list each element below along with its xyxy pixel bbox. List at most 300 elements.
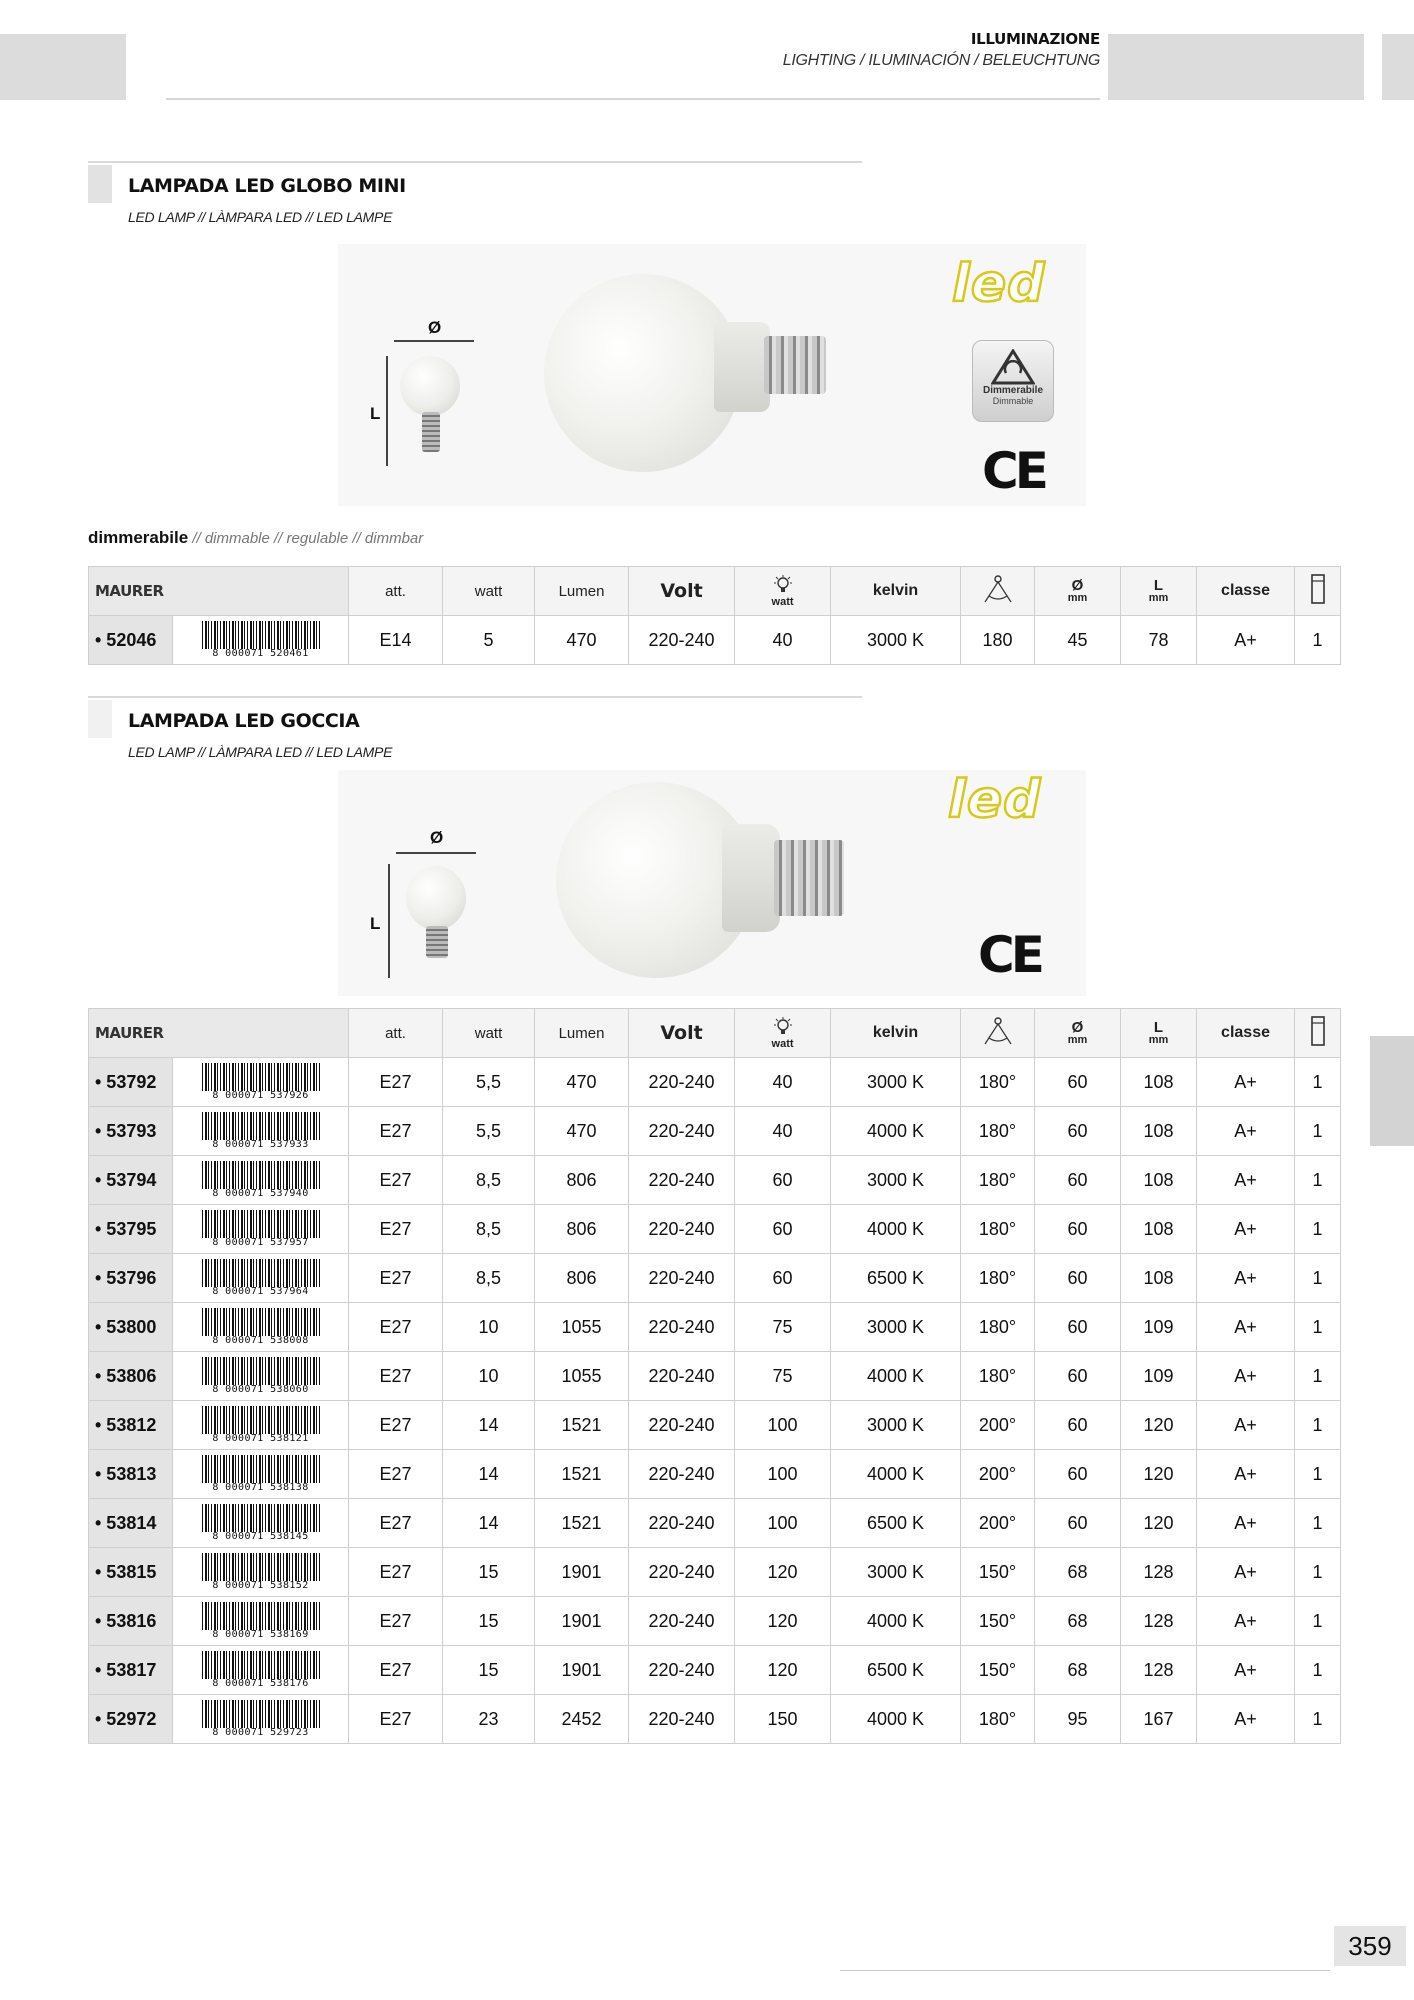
cell-kelvin: 6500 K [831, 1646, 961, 1695]
cell-watt: 8,5 [443, 1254, 535, 1303]
barcode-icon [202, 1210, 320, 1248]
product-photo-globo [338, 244, 1086, 506]
barcode-number: 8 000071 529723 [212, 1727, 309, 1738]
col-length [1121, 1009, 1197, 1058]
section-subtitle: LED LAMP // LÀMPARA LED // LED LAMPE [128, 209, 393, 225]
cell-lumen: 1055 [535, 1303, 629, 1352]
header-edge-block [1382, 34, 1414, 100]
table-row [89, 1646, 1341, 1695]
col-beam-angle [961, 567, 1035, 616]
section-title: LAMPADA LED GLOBO MINI [128, 175, 406, 197]
bulb-icon [772, 1017, 794, 1035]
cell-d: 45 [1035, 616, 1121, 665]
col-length [1121, 567, 1197, 616]
barcode-number: 8 000071 538169 [212, 1629, 309, 1640]
beam-angle-icon [981, 574, 1015, 604]
table-row [89, 1548, 1341, 1597]
cell-volt: 220-240 [629, 1548, 735, 1597]
barcode-icon [202, 621, 320, 659]
cell-volt: 220-240 [629, 1499, 735, 1548]
section-subtitle: LED LAMP // LÀMPARA LED // LED LAMPE [128, 744, 393, 760]
product-code: • 53792 [89, 1058, 173, 1107]
col-classe [1197, 1009, 1295, 1058]
cell-d: 95 [1035, 1695, 1121, 1744]
barcode-bars [202, 1553, 320, 1581]
page-number: 359 [1334, 1926, 1406, 1966]
product-code: • 53793 [89, 1107, 173, 1156]
cell-eq-watt: 100 [735, 1401, 831, 1450]
col-volt [629, 567, 735, 616]
cell-angle: 200° [961, 1450, 1035, 1499]
cell-angle: 150° [961, 1597, 1035, 1646]
barcode-bars [202, 1210, 320, 1238]
small-bulb-base [422, 412, 440, 452]
barcode-bars [202, 1504, 320, 1532]
category-title: ILLUMINAZIONE [970, 30, 1100, 48]
product-photo-goccia [338, 770, 1086, 996]
product-code: • 53817 [89, 1646, 173, 1695]
col-length-symbol: L [1153, 576, 1164, 594]
barcode-cell [173, 1156, 349, 1205]
cell-l: 128 [1121, 1548, 1197, 1597]
cell-att: E27 [349, 1303, 443, 1352]
cell-angle: 180° [961, 1695, 1035, 1744]
barcode-cell [173, 1450, 349, 1499]
badge-title: Dimmerabile [982, 385, 1044, 396]
cell-classe: A+ [1197, 616, 1295, 665]
cell-kelvin: 3000 K [831, 616, 961, 665]
brand-logo: MAURER [89, 567, 349, 616]
barcode-bars [202, 1063, 320, 1091]
barcode-bars [202, 1651, 320, 1679]
col-watt: watt [443, 1009, 535, 1058]
table-row [89, 1401, 1341, 1450]
cell-eq-watt: 75 [735, 1352, 831, 1401]
barcode-icon [202, 1259, 320, 1297]
cell-att: E27 [349, 1499, 443, 1548]
barcode-number: 8 000071 537926 [212, 1090, 309, 1101]
cell-d: 60 [1035, 1499, 1121, 1548]
dimmable-note [88, 528, 423, 548]
col-watt: watt [443, 567, 535, 616]
bulb-base [764, 336, 826, 394]
cell-watt: 8,5 [443, 1205, 535, 1254]
col-kelvin-label: kelvin [872, 1024, 919, 1041]
barcode-cell [173, 1548, 349, 1597]
cell-qty: 1 [1295, 1548, 1341, 1597]
cell-watt: 14 [443, 1499, 535, 1548]
cell-angle: 180 [961, 616, 1035, 665]
cell-d: 60 [1035, 1156, 1121, 1205]
cell-qty: 1 [1295, 1499, 1341, 1548]
section-rule [88, 161, 862, 163]
spec-table-globo [88, 566, 1341, 665]
table-row [89, 1597, 1341, 1646]
cell-qty: 1 [1295, 1646, 1341, 1695]
cell-classe: A+ [1197, 1205, 1295, 1254]
package-icon [1310, 573, 1326, 605]
cell-lumen: 1901 [535, 1646, 629, 1695]
col-att: att. [349, 567, 443, 616]
cell-qty: 1 [1295, 1156, 1341, 1205]
barcode-icon [202, 1308, 320, 1346]
table-row [89, 1695, 1341, 1744]
section-rule [88, 696, 862, 698]
cell-classe: A+ [1197, 1597, 1295, 1646]
cell-lumen: 806 [535, 1254, 629, 1303]
table-row [89, 1499, 1341, 1548]
barcode-number: 8 000071 538121 [212, 1433, 309, 1444]
cell-kelvin: 3000 K [831, 1548, 961, 1597]
led-logo: led [952, 254, 1046, 314]
cell-classe: A+ [1197, 1107, 1295, 1156]
cell-qty: 1 [1295, 1695, 1341, 1744]
cell-kelvin: 4000 K [831, 1597, 961, 1646]
barcode-number: 8 000071 537964 [212, 1286, 309, 1297]
cell-kelvin: 3000 K [831, 1156, 961, 1205]
cell-lumen: 470 [535, 1107, 629, 1156]
cell-l: 108 [1121, 1254, 1197, 1303]
cell-att: E27 [349, 1205, 443, 1254]
cell-d: 60 [1035, 1401, 1121, 1450]
barcode-cell [173, 1401, 349, 1450]
cell-volt: 220-240 [629, 616, 735, 665]
col-volt-label: Volt [660, 580, 703, 602]
col-diameter [1035, 1009, 1121, 1058]
cell-l: 120 [1121, 1401, 1197, 1450]
cell-lumen: 1901 [535, 1548, 629, 1597]
col-package-qty [1295, 567, 1341, 616]
product-code: • 53796 [89, 1254, 173, 1303]
cell-eq-watt: 120 [735, 1646, 831, 1695]
cell-att: E27 [349, 1548, 443, 1597]
cell-att: E27 [349, 1254, 443, 1303]
diameter-line [394, 340, 474, 342]
barcode-icon [202, 1455, 320, 1493]
cell-qty: 1 [1295, 1401, 1341, 1450]
cell-angle: 200° [961, 1401, 1035, 1450]
cell-volt: 220-240 [629, 1352, 735, 1401]
cell-lumen: 806 [535, 1156, 629, 1205]
barcode-bars [202, 1602, 320, 1630]
cell-angle: 180° [961, 1156, 1035, 1205]
cell-l: 108 [1121, 1058, 1197, 1107]
bulb-icon [772, 575, 794, 593]
cell-lumen: 470 [535, 616, 629, 665]
side-thumb-tab [1370, 1036, 1414, 1146]
cell-classe: A+ [1197, 1401, 1295, 1450]
table-row [89, 1303, 1341, 1352]
barcode-bars [202, 1455, 320, 1483]
cell-watt: 15 [443, 1597, 535, 1646]
barcode-icon [202, 1504, 320, 1542]
cell-qty: 1 [1295, 1597, 1341, 1646]
cell-volt: 220-240 [629, 1695, 735, 1744]
length-line [388, 864, 390, 978]
barcode-cell [173, 1352, 349, 1401]
cell-angle: 180° [961, 1254, 1035, 1303]
cell-qty: 1 [1295, 1303, 1341, 1352]
cell-d: 68 [1035, 1548, 1121, 1597]
table-row [89, 1254, 1341, 1303]
cell-classe: A+ [1197, 1646, 1295, 1695]
cell-qty: 1 [1295, 1205, 1341, 1254]
cell-eq-watt: 150 [735, 1695, 831, 1744]
cell-l: 78 [1121, 616, 1197, 665]
cell-volt: 220-240 [629, 1156, 735, 1205]
cell-lumen: 1521 [535, 1499, 629, 1548]
barcode-bars [202, 1259, 320, 1287]
table-header-row [89, 567, 1341, 616]
cell-kelvin: 6500 K [831, 1254, 961, 1303]
barcode-number: 8 000071 520461 [212, 648, 309, 659]
col-volt [629, 1009, 735, 1058]
table-row [89, 1156, 1341, 1205]
table-row [89, 1107, 1341, 1156]
product-code: • 53800 [89, 1303, 173, 1352]
cell-volt: 220-240 [629, 1303, 735, 1352]
cell-kelvin: 4000 K [831, 1352, 961, 1401]
dimmable-badge [972, 340, 1054, 422]
col-diameter-unit: mm [1067, 1033, 1088, 1046]
barcode-cell [173, 1695, 349, 1744]
small-bulb-base [426, 926, 448, 958]
cell-qty: 1 [1295, 1450, 1341, 1499]
cell-kelvin: 3000 K [831, 1303, 961, 1352]
cell-volt: 220-240 [629, 1401, 735, 1450]
table-header-row [89, 1009, 1341, 1058]
barcode-cell [173, 1646, 349, 1695]
cell-watt: 5,5 [443, 1107, 535, 1156]
small-bulb-image [406, 866, 466, 930]
cell-l: 167 [1121, 1695, 1197, 1744]
cell-volt: 220-240 [629, 1058, 735, 1107]
cell-eq-watt: 60 [735, 1254, 831, 1303]
barcode-bars [202, 1112, 320, 1140]
cell-classe: A+ [1197, 1156, 1295, 1205]
led-logo: led [948, 770, 1042, 830]
cell-eq-watt: 100 [735, 1499, 831, 1548]
cell-kelvin: 4000 K [831, 1205, 961, 1254]
barcode-icon [202, 1161, 320, 1199]
col-classe [1197, 567, 1295, 616]
cell-lumen: 1521 [535, 1450, 629, 1499]
header-rule [166, 98, 1100, 100]
cell-att: E27 [349, 1597, 443, 1646]
barcode-icon [202, 1651, 320, 1689]
cell-kelvin: 6500 K [831, 1499, 961, 1548]
cell-d: 60 [1035, 1058, 1121, 1107]
col-equivalent-watt [735, 1009, 831, 1058]
cell-lumen: 470 [535, 1058, 629, 1107]
cell-eq-watt: 60 [735, 1156, 831, 1205]
cell-l: 108 [1121, 1205, 1197, 1254]
barcode-cell [173, 1499, 349, 1548]
barcode-cell [173, 1597, 349, 1646]
product-code: • 53794 [89, 1156, 173, 1205]
cell-watt: 5,5 [443, 1058, 535, 1107]
cell-d: 68 [1035, 1597, 1121, 1646]
cell-d: 68 [1035, 1646, 1121, 1695]
length-line [386, 356, 388, 466]
barcode-icon [202, 1602, 320, 1640]
cell-volt: 220-240 [629, 1646, 735, 1695]
cell-classe: A+ [1197, 1352, 1295, 1401]
col-diameter-symbol: Ø [1071, 1018, 1084, 1036]
cell-l: 120 [1121, 1499, 1197, 1548]
cell-classe: A+ [1197, 1254, 1295, 1303]
barcode-number: 8 000071 538138 [212, 1482, 309, 1493]
col-lumen: Lumen [535, 567, 629, 616]
col-diameter [1035, 567, 1121, 616]
header-left-block [0, 34, 126, 100]
cell-att: E27 [349, 1156, 443, 1205]
col-volt-label: Volt [660, 1022, 703, 1044]
barcode-bars [202, 1308, 320, 1336]
col-classe-label: classe [1221, 582, 1270, 599]
col-diameter-symbol: Ø [1071, 576, 1084, 594]
col-equivalent-watt [735, 567, 831, 616]
cell-angle: 180° [961, 1352, 1035, 1401]
product-code: • 53795 [89, 1205, 173, 1254]
cell-l: 128 [1121, 1597, 1197, 1646]
cell-classe: A+ [1197, 1499, 1295, 1548]
col-beam-angle [961, 1009, 1035, 1058]
cell-volt: 220-240 [629, 1597, 735, 1646]
ce-mark: CE [982, 442, 1045, 500]
col-lumen: Lumen [535, 1009, 629, 1058]
diameter-label: Ø [428, 318, 442, 337]
cell-lumen: 1055 [535, 1352, 629, 1401]
barcode-icon [202, 1406, 320, 1444]
bulb-neck [722, 824, 780, 932]
col-length-unit: mm [1148, 591, 1169, 604]
cell-qty: 1 [1295, 616, 1341, 665]
barcode-bars [202, 1406, 320, 1434]
table-row [89, 616, 1341, 665]
ce-mark: CE [978, 926, 1041, 984]
cell-l: 120 [1121, 1450, 1197, 1499]
barcode-bars [202, 1161, 320, 1189]
category-subtitle: LIGHTING / ILUMINACIÓN / BELEUCHTUNG [782, 52, 1100, 69]
cell-angle: 150° [961, 1548, 1035, 1597]
cell-l: 109 [1121, 1352, 1197, 1401]
cell-l: 108 [1121, 1156, 1197, 1205]
barcode-icon [202, 1700, 320, 1738]
cell-l: 128 [1121, 1646, 1197, 1695]
cell-kelvin: 4000 K [831, 1695, 961, 1744]
cell-kelvin: 3000 K [831, 1058, 961, 1107]
table-row [89, 1058, 1341, 1107]
cell-eq-watt: 100 [735, 1450, 831, 1499]
cell-att: E27 [349, 1695, 443, 1744]
cell-eq-watt: 40 [735, 1107, 831, 1156]
cell-watt: 23 [443, 1695, 535, 1744]
barcode-icon [202, 1553, 320, 1591]
dimmable-icon [991, 349, 1035, 385]
cell-watt: 14 [443, 1450, 535, 1499]
barcode-number: 8 000071 537957 [212, 1237, 309, 1248]
cell-watt: 8,5 [443, 1156, 535, 1205]
table-row [89, 1450, 1341, 1499]
table-row [89, 1352, 1341, 1401]
col-kelvin [831, 1009, 961, 1058]
barcode-number: 8 000071 538152 [212, 1580, 309, 1591]
col-package-qty [1295, 1009, 1341, 1058]
section-title: LAMPADA LED GOCCIA [128, 710, 360, 732]
barcode-cell [173, 1303, 349, 1352]
cell-classe: A+ [1197, 1548, 1295, 1597]
cell-classe: A+ [1197, 1450, 1295, 1499]
cell-watt: 15 [443, 1646, 535, 1695]
package-icon [1310, 1015, 1326, 1047]
product-code: • 53814 [89, 1499, 173, 1548]
barcode-number: 8 000071 537940 [212, 1188, 309, 1199]
col-length-unit: mm [1148, 1033, 1169, 1046]
cell-eq-watt: 40 [735, 1058, 831, 1107]
barcode-bars [202, 1700, 320, 1728]
cell-volt: 220-240 [629, 1450, 735, 1499]
badge-subtitle: Dimmable [992, 396, 1034, 406]
col-kelvin-label: kelvin [872, 582, 919, 599]
col-kelvin [831, 567, 961, 616]
cell-eq-watt: 40 [735, 616, 831, 665]
bulb-neck [714, 322, 770, 412]
product-code: • 53816 [89, 1597, 173, 1646]
barcode-number: 8 000071 538060 [212, 1384, 309, 1395]
cell-angle: 180° [961, 1303, 1035, 1352]
spec-table-goccia [88, 1008, 1341, 1744]
cell-classe: A+ [1197, 1303, 1295, 1352]
cell-angle: 180° [961, 1107, 1035, 1156]
cell-qty: 1 [1295, 1352, 1341, 1401]
brand-logo: MAURER [89, 1009, 349, 1058]
col-classe-label: classe [1221, 1024, 1270, 1041]
cell-d: 60 [1035, 1107, 1121, 1156]
barcode-cell [173, 1107, 349, 1156]
cell-att: E27 [349, 1107, 443, 1156]
small-bulb-image [400, 356, 460, 416]
cell-classe: A+ [1197, 1695, 1295, 1744]
cell-angle: 180° [961, 1205, 1035, 1254]
barcode-number: 8 000071 538176 [212, 1678, 309, 1689]
barcode-cell [173, 1205, 349, 1254]
cell-att: E27 [349, 1401, 443, 1450]
cell-qty: 1 [1295, 1107, 1341, 1156]
cell-d: 60 [1035, 1352, 1121, 1401]
beam-angle-icon [981, 1016, 1015, 1046]
barcode-number: 8 000071 538145 [212, 1531, 309, 1542]
cell-d: 60 [1035, 1254, 1121, 1303]
dimmable-note-main: dimmerabile [88, 528, 189, 547]
cell-l: 109 [1121, 1303, 1197, 1352]
product-code: • 53815 [89, 1548, 173, 1597]
barcode-icon [202, 1112, 320, 1150]
header-right-block [1108, 34, 1364, 100]
cell-volt: 220-240 [629, 1107, 735, 1156]
cell-d: 60 [1035, 1450, 1121, 1499]
barcode-number: 8 000071 538008 [212, 1335, 309, 1346]
header-title-block [783, 30, 1100, 70]
product-code: • 53812 [89, 1401, 173, 1450]
section-tab [88, 165, 112, 203]
cell-eq-watt: 75 [735, 1303, 831, 1352]
barcode-cell [173, 1254, 349, 1303]
cell-d: 60 [1035, 1205, 1121, 1254]
cell-l: 108 [1121, 1107, 1197, 1156]
barcode-bars [202, 621, 320, 649]
length-label: L [370, 404, 381, 423]
